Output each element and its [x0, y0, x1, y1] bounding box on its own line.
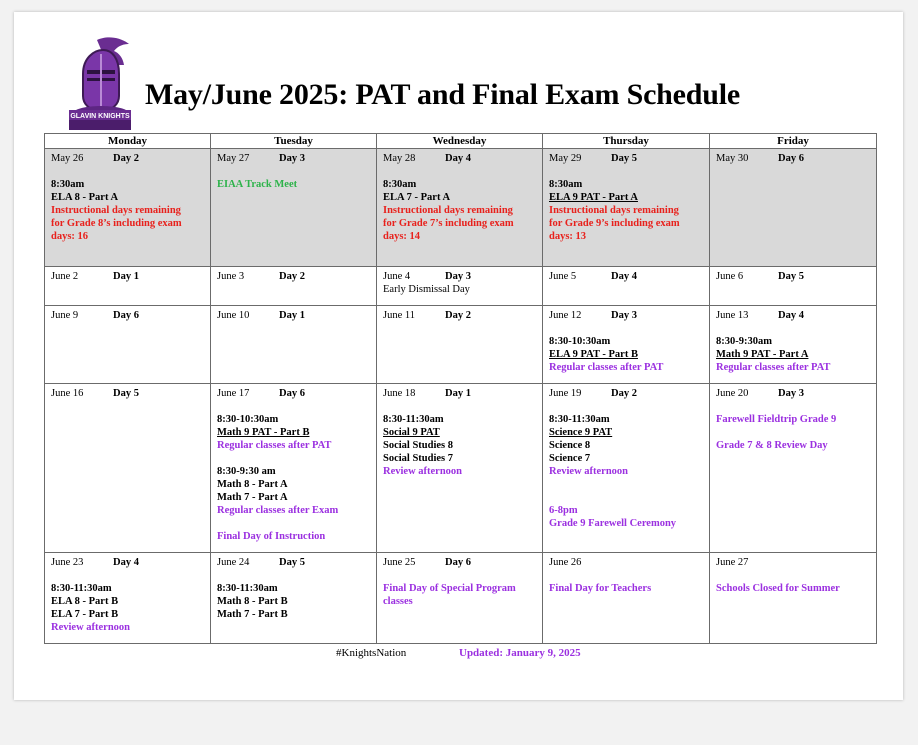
school-day-number: Day 4 — [113, 557, 139, 568]
day-cell — [377, 149, 543, 267]
weekday-header-thursday: Thursday — [543, 134, 710, 149]
day-cell — [543, 553, 710, 644]
event-line: Instructional days remaining — [383, 205, 513, 216]
event-line: ELA 9 PAT - Part A — [549, 192, 638, 203]
school-day-number: Day 6 — [445, 557, 471, 568]
event-line: Social 9 PAT — [383, 427, 440, 438]
school-day-number: Day 2 — [611, 388, 637, 399]
event-line: ELA 8 - Part A — [51, 192, 119, 203]
day-cell — [710, 553, 877, 644]
knight-logo-icon — [67, 34, 133, 134]
school-day-number: Day 5 — [611, 153, 637, 164]
day-cell — [377, 384, 543, 553]
exam-calendar — [44, 133, 877, 644]
date-label: June 2 — [51, 271, 79, 282]
event-line — [716, 322, 870, 335]
day-cell — [211, 149, 377, 267]
weekday-header-wednesday: Wednesday — [377, 134, 543, 149]
event-line: Farewell Fieldtrip Grade 9 — [716, 414, 837, 425]
event-line: Regular classes after PAT — [549, 362, 664, 373]
event-line: Instructional days remaining — [51, 205, 181, 216]
event-line — [217, 452, 370, 465]
date-label: June 12 — [549, 310, 582, 321]
date-label: June 3 — [217, 271, 245, 282]
school-day-number: Day 5 — [778, 271, 804, 282]
updated-date: Updated: January 9, 2025 — [459, 647, 581, 659]
day-cell — [710, 149, 877, 267]
event-line: Regular classes after PAT — [716, 362, 831, 373]
day-cell — [543, 384, 710, 553]
event-line: 8:30-11:30am — [217, 583, 278, 594]
event-line: ELA 9 PAT - Part B — [549, 349, 638, 360]
event-line: Final Day for Teachers — [549, 583, 652, 594]
event-line: Math 7 - Part A — [217, 492, 288, 503]
event-line: 8:30am — [51, 179, 85, 190]
event-line — [383, 569, 536, 582]
event-line: for Grade 8’s including exam — [51, 218, 182, 229]
event-line — [217, 165, 370, 178]
event-line: days: 16 — [51, 231, 89, 242]
event-line — [51, 165, 204, 178]
weekday-header-row — [45, 134, 877, 149]
school-day-number: Day 5 — [279, 557, 305, 568]
event-line: 8:30-10:30am — [217, 414, 279, 425]
date-label: June 9 — [51, 310, 79, 321]
date-label: May 27 — [217, 153, 250, 164]
event-line: Math 8 - Part B — [217, 596, 288, 607]
week-row — [45, 267, 877, 306]
event-line: days: 14 — [383, 231, 421, 242]
logo-text: GLAVIN KNIGHTS — [70, 113, 130, 120]
event-line — [549, 491, 703, 504]
event-line: 8:30am — [549, 179, 583, 190]
school-day-number: Day 3 — [279, 153, 305, 164]
school-day-number: Day 2 — [113, 153, 139, 164]
event-line: 8:30-11:30am — [383, 414, 444, 425]
day-cell — [211, 267, 377, 306]
day-cell — [377, 306, 543, 384]
event-line: Math 9 PAT - Part B — [217, 427, 310, 438]
date-label: June 25 — [383, 557, 416, 568]
date-label: June 6 — [716, 271, 744, 282]
week-row — [45, 553, 877, 644]
day-cell — [211, 553, 377, 644]
event-line: 8:30-9:30 am — [217, 466, 276, 477]
day-cell — [377, 553, 543, 644]
day-cell — [543, 306, 710, 384]
date-label: June 10 — [217, 310, 250, 321]
school-day-number: Day 1 — [445, 388, 471, 399]
event-line: 8:30-9:30am — [716, 336, 772, 347]
event-line: 8:30am — [383, 179, 417, 190]
day-cell — [211, 306, 377, 384]
event-line — [549, 322, 703, 335]
event-line: Math 8 - Part A — [217, 479, 288, 490]
event-line: ELA 8 - Part B — [51, 596, 119, 607]
event-line: Social Studies 7 — [383, 453, 454, 464]
date-label: May 28 — [383, 153, 416, 164]
event-line: Final Day of Instruction — [217, 531, 326, 542]
event-line: 8:30-10:30am — [549, 336, 611, 347]
weekday-header-friday: Friday — [710, 134, 877, 149]
event-line: Social Studies 8 — [383, 440, 454, 451]
event-line — [549, 569, 703, 582]
school-day-number: Day 2 — [445, 310, 471, 321]
school-day-number: Day 2 — [279, 271, 305, 282]
event-line: Grade 9 Farewell Ceremony — [549, 518, 677, 529]
event-line — [549, 400, 703, 413]
day-cell — [710, 384, 877, 553]
date-label: June 18 — [383, 388, 416, 399]
event-line — [549, 165, 703, 178]
day-cell — [377, 267, 543, 306]
date-label: June 23 — [51, 557, 84, 568]
event-line: Instructional days remaining — [549, 205, 679, 216]
event-line: Grade 7 & 8 Review Day — [716, 440, 828, 451]
school-day-number: Day 6 — [778, 153, 804, 164]
school-day-number: Day 5 — [113, 388, 139, 399]
event-line — [217, 517, 370, 530]
week-row — [45, 306, 877, 384]
event-line — [383, 165, 536, 178]
date-label: June 4 — [383, 271, 411, 282]
page-title: May/June 2025: PAT and Final Exam Schedule — [145, 78, 740, 111]
date-label: June 16 — [51, 388, 84, 399]
school-day-number: Day 3 — [611, 310, 637, 321]
date-label: May 29 — [549, 153, 582, 164]
day-cell — [710, 306, 877, 384]
school-day-number: Day 3 — [778, 388, 804, 399]
hashtag: #KnightsNation — [336, 647, 407, 659]
event-line: Review afternoon — [549, 466, 629, 477]
date-label: June 5 — [549, 271, 577, 282]
day-cell — [45, 384, 211, 553]
day-cell — [45, 149, 211, 267]
event-line — [51, 569, 204, 582]
school-day-number: Day 1 — [279, 310, 305, 321]
event-line: ELA 7 - Part B — [51, 609, 119, 620]
date-label: June 20 — [716, 388, 749, 399]
event-line — [716, 400, 870, 413]
event-line: EIAA Track Meet — [217, 179, 298, 190]
event-line: Regular classes after PAT — [217, 440, 332, 451]
event-line: Early Dismissal Day — [383, 284, 470, 295]
day-cell — [45, 267, 211, 306]
weekday-header-tuesday: Tuesday — [211, 134, 377, 149]
date-label: May 26 — [51, 153, 84, 164]
day-cell — [211, 384, 377, 553]
event-line: ELA 7 - Part A — [383, 192, 451, 203]
school-day-number: Day 4 — [611, 271, 637, 282]
event-line: for Grade 7’s including exam — [383, 218, 514, 229]
event-line: days: 13 — [549, 231, 587, 242]
event-line: 8:30-11:30am — [549, 414, 610, 425]
event-line — [716, 569, 870, 582]
event-line: 6-8pm — [549, 505, 578, 516]
event-line: Math 9 PAT - Part A — [716, 349, 809, 360]
date-label: June 26 — [549, 557, 582, 568]
event-line: Review afternoon — [51, 622, 131, 633]
school-day-number: Day 6 — [113, 310, 139, 321]
event-line — [716, 426, 870, 439]
event-line: Science 7 — [549, 453, 591, 464]
event-line — [217, 400, 370, 413]
event-line: Science 9 PAT — [549, 427, 613, 438]
event-line: Schools Closed for Summer — [716, 583, 840, 594]
event-line — [549, 478, 703, 491]
date-label: June 24 — [217, 557, 250, 568]
date-label: June 17 — [217, 388, 250, 399]
date-label: June 13 — [716, 310, 749, 321]
date-label: June 27 — [716, 557, 749, 568]
date-label: June 19 — [549, 388, 582, 399]
event-line: classes — [383, 596, 413, 607]
event-line: Science 8 — [549, 440, 591, 451]
school-day-number: Day 6 — [279, 388, 305, 399]
event-line — [383, 400, 536, 413]
day-cell — [543, 267, 710, 306]
event-line: Math 7 - Part B — [217, 609, 288, 620]
event-line: Final Day of Special Program — [383, 583, 516, 594]
day-cell — [45, 306, 211, 384]
event-line: Review afternoon — [383, 466, 463, 477]
day-cell — [45, 553, 211, 644]
event-line: Regular classes after Exam — [217, 505, 339, 516]
event-line: 8:30-11:30am — [51, 583, 112, 594]
week-row — [45, 149, 877, 267]
school-day-number: Day 4 — [445, 153, 471, 164]
event-line — [217, 569, 370, 582]
date-label: June 11 — [383, 310, 415, 321]
day-cell — [543, 149, 710, 267]
weekday-header-monday: Monday — [45, 134, 211, 149]
date-label: May 30 — [716, 153, 749, 164]
event-line: for Grade 9’s including exam — [549, 218, 680, 229]
school-day-number: Day 1 — [113, 271, 139, 282]
school-day-number: Day 3 — [445, 271, 471, 282]
school-day-number: Day 4 — [778, 310, 804, 321]
week-row — [45, 384, 877, 553]
day-cell — [710, 267, 877, 306]
